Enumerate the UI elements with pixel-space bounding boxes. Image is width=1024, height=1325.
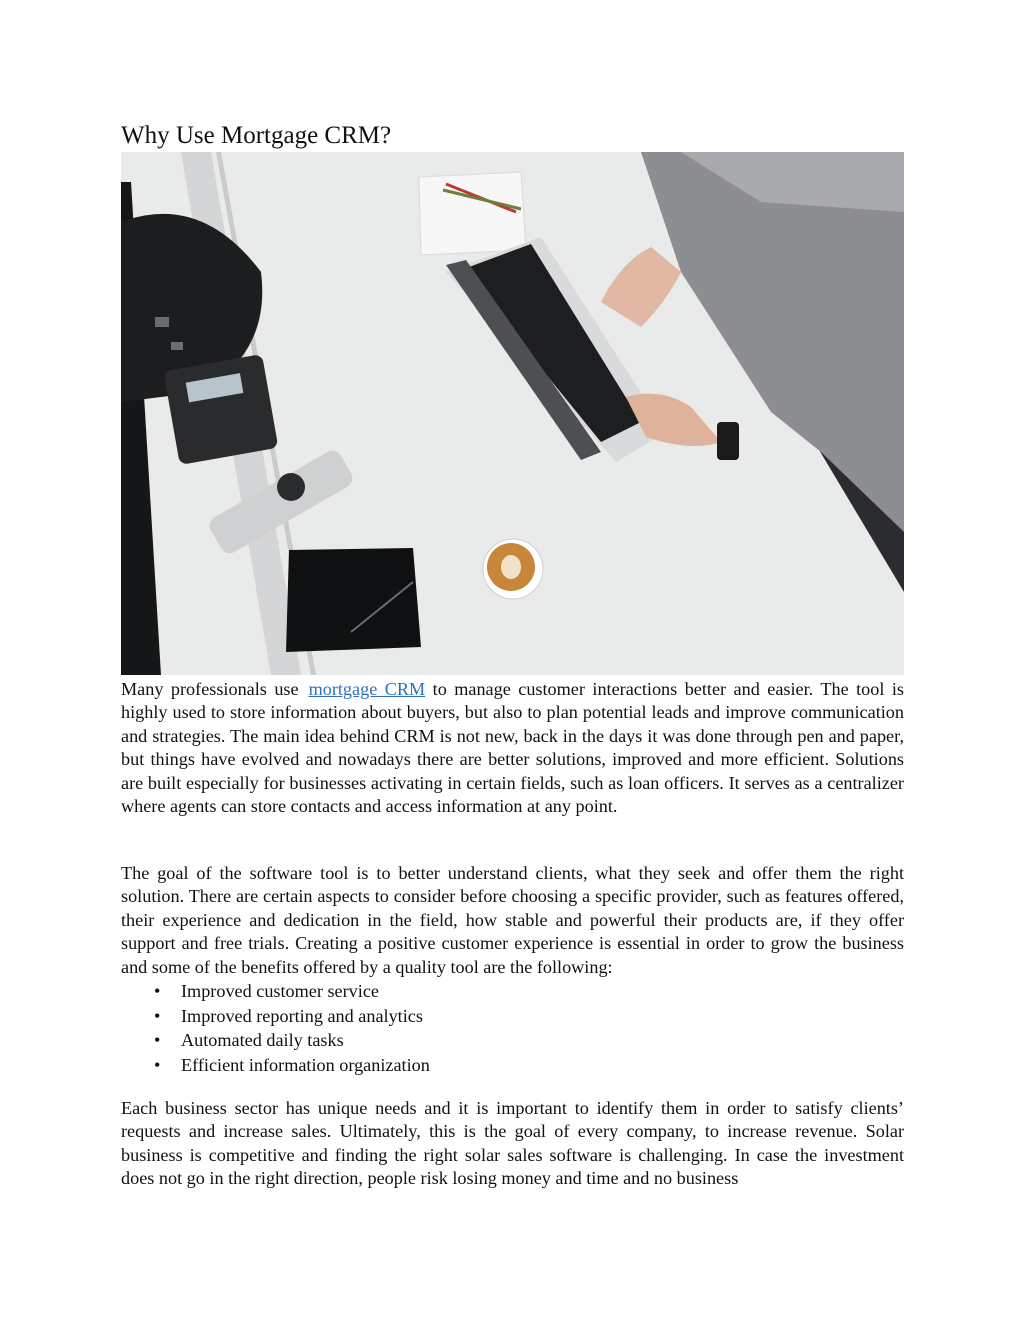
list-item-label: Improved customer service <box>181 981 379 1001</box>
list-item <box>121 1053 430 1078</box>
intro-paragraph <box>121 678 904 818</box>
page-title: Why Use Mortgage CRM? <box>121 122 392 149</box>
bullet-icon: • <box>154 1005 161 1026</box>
list-item <box>121 1028 430 1053</box>
sector-paragraph: Each business sector has unique needs and it is important to identify them in order to satisfy clients’ requests and increase sales. Ultimately, this is the goal of every company, to increase revenue. Solar business is competitive and finding the right solar sales software is challenging. In case the investment does not go in the right direction, people risk losing money and time and no business <box>121 1098 904 1189</box>
bullet-icon: • <box>154 1054 161 1075</box>
list-item-label: Automated daily tasks <box>181 1030 344 1050</box>
list-item-label: Efficient information organization <box>181 1054 430 1075</box>
list-item-label: Improved reporting and analytics <box>181 1005 423 1026</box>
mortgage-crm-link[interactable]: mortgage CRM <box>308 679 426 699</box>
bullet-icon: • <box>154 1030 161 1050</box>
bullet-icon: • <box>154 981 161 1001</box>
intro-text-after-link: to manage customer interactions better and easier. The tool is highly used to store information about buyers, but also to plan potential leads and improve communication and strategies. The main idea behind CRM is not new, back in the days it was done through pen and paper, but things have evolved and nowadays there are better solutions, improved and more efficient. Solutions are built especially for businesses activating in certain fields, such as loan officers. It serves as a centralizer where agents can store contacts and access information at any point. <box>121 679 904 817</box>
office-desk-photo <box>121 152 904 675</box>
list-item <box>121 1004 430 1029</box>
benefits-list <box>121 979 430 1077</box>
list-item <box>121 979 430 1004</box>
goal-paragraph: The goal of the software tool is to better understand clients, what they seek and offer them the right solution. There are certain aspects to consider before choosing a specific provider, such as features offered, their experience and dedication in the field, how stable and powerful their products are, if they offer support and free trials. Creating a positive customer experience is essential in order to grow the business and some of the benefits offered by a quality tool are the following: <box>121 863 904 977</box>
intro-text-before-link: Many professionals use <box>121 679 299 699</box>
